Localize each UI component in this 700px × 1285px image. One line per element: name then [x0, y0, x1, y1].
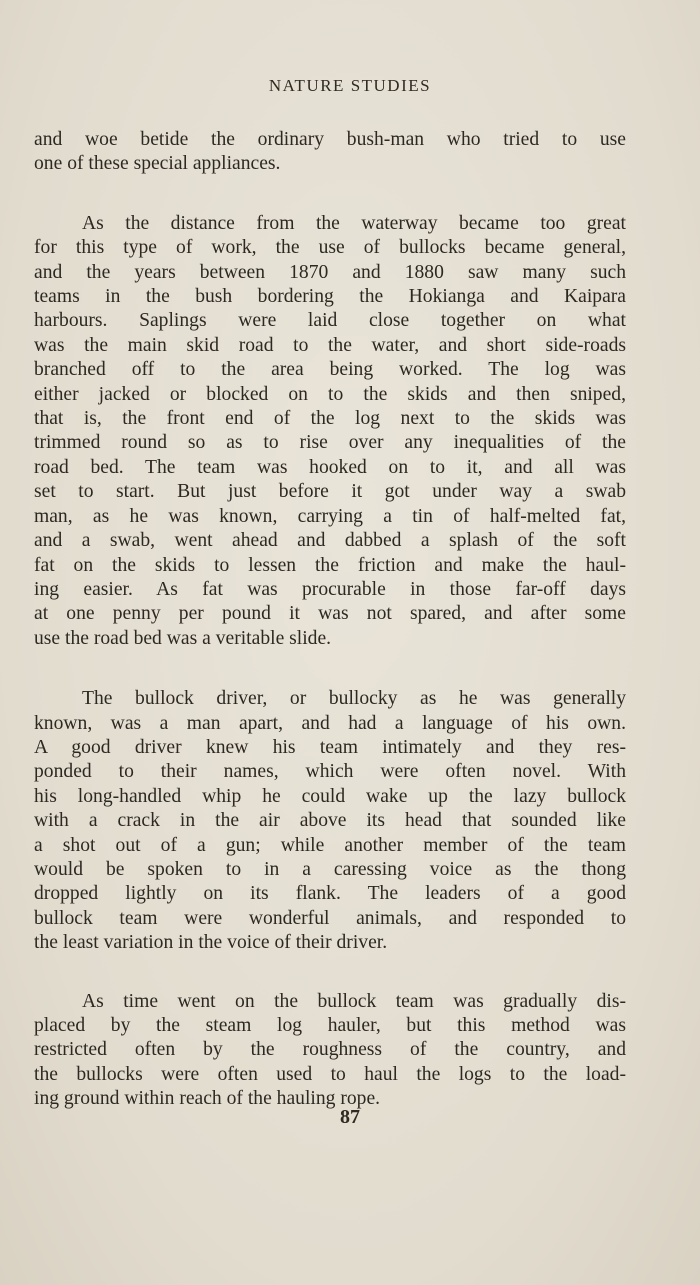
text-line: As the distance from the waterway became too great: [82, 212, 626, 234]
text-line: the bullocks were often used to haul the logs to the load-: [34, 1063, 626, 1085]
text-line: man, as he was known, carrying a tin of half-melted fat,: [34, 505, 626, 527]
text-line: at one penny per pound it was not spared, and after some: [34, 603, 626, 625]
text-line: As time went on the bullock team was gradually dis-: [82, 990, 626, 1012]
text-line: bullock team were wonderful animals, and responded to: [34, 907, 626, 929]
body-text: [34, 128, 626, 1112]
text-line: fat on the skids to lessen the friction and make the haul-: [34, 554, 626, 576]
text-line: A good driver knew his team intimately and they res-: [34, 736, 626, 758]
text-line: harbours. Saplings were laid close together on what: [34, 310, 626, 332]
text-line: would be spoken to in a caressing voice as the thong: [34, 858, 626, 880]
running-head: NATURE STUDIES: [268, 76, 432, 95]
text-line: his long-handled whip he could wake up the lazy bullock: [34, 785, 626, 807]
text-line: set to start. But just before it got under way a swab: [34, 481, 626, 503]
text-line: branched off to the area being worked. The log was: [34, 359, 626, 381]
page-number: 87: [340, 1106, 360, 1128]
text-line: for this type of work, the use of bullocks became general,: [34, 237, 626, 259]
text-line: ponded to their names, which were often novel. With: [34, 761, 626, 783]
text-line: known, was a man apart, and had a language of his own.: [34, 712, 626, 734]
text-line: restricted often by the roughness of the country, and: [34, 1039, 626, 1061]
text-line: was the main skid road to the water, and short side-roads: [34, 334, 626, 356]
text-line: ing ground within reach of the hauling rope.: [34, 1088, 381, 1110]
text-line: teams in the bush bordering the Hokianga and Kaipara: [34, 286, 626, 308]
text-line: the least variation in the voice of their driver.: [34, 932, 388, 954]
text-line: a shot out of a gun; while another member of the team: [34, 834, 626, 856]
text-line: dropped lightly on its flank. The leaders of a good: [34, 883, 626, 905]
paragraph-1: [34, 128, 626, 177]
text-line: placed by the steam log hauler, but this method was: [34, 1015, 626, 1036]
text-line: with a crack in the air above its head that sounded like: [34, 810, 626, 832]
text-line: trimmed round so as to rise over any inequalities of the: [34, 432, 626, 454]
text-line: either jacked or blocked on to the skids and then sniped,: [34, 383, 626, 405]
text-line: and the years between 1870 and 1880 saw many such: [34, 261, 626, 283]
text-line: one of these special appliances.: [34, 153, 281, 175]
text-line: and a swab, went ahead and dabbed a splash of the soft: [34, 530, 626, 552]
text-line: The bullock driver, or bullocky as he was generally: [82, 688, 626, 710]
text-line: that is, the front end of the log next to the skids was: [34, 408, 626, 430]
text-line: use the road bed was a veritable slide.: [34, 627, 332, 649]
paragraph-4: [34, 990, 626, 1112]
text-line: ing easier. As fat was procurable in those far-off days: [34, 578, 626, 600]
paragraph-3: [34, 687, 626, 955]
text-line: road bed. The team was hooked on to it, and all was: [34, 456, 626, 478]
paragraph-2: [34, 212, 626, 651]
text-line: and woe betide the ordinary bush-man who tried to use: [34, 129, 626, 150]
